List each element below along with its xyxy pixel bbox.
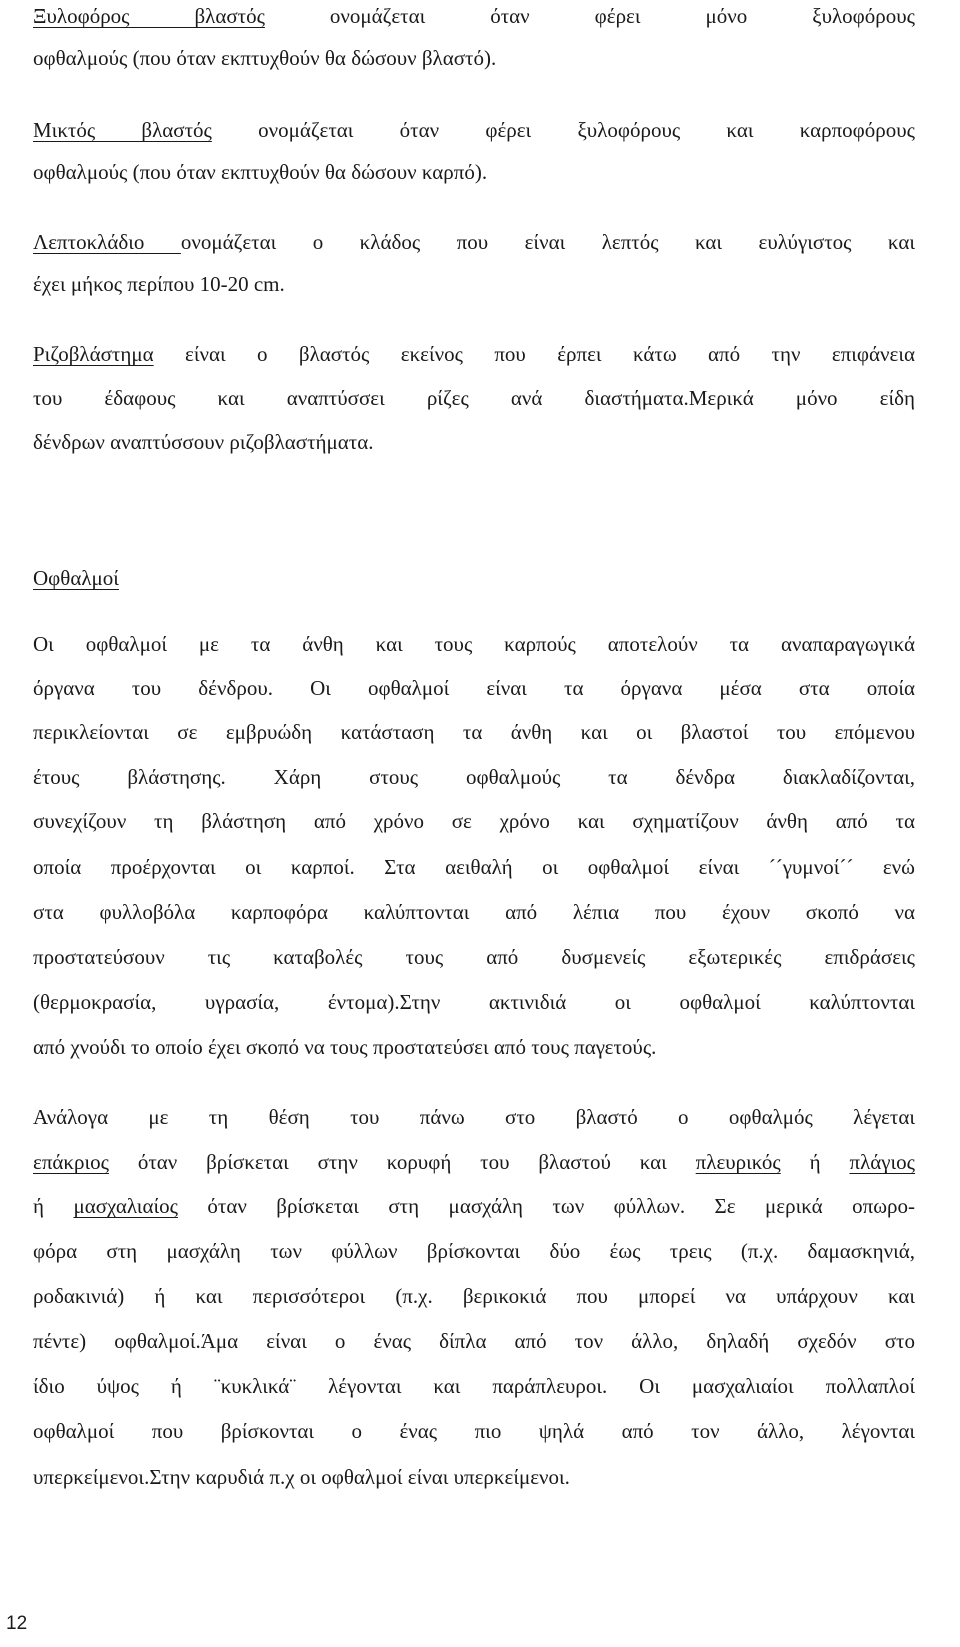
section-heading: Οφθαλμοί bbox=[33, 566, 119, 590]
p5-line: οποία προέρχονται οι καρποί. Στα αειθαλή οι οφθαλμοί είναι ´´γυμνοί´´ ενώ bbox=[33, 855, 915, 879]
p6-line3: ή μασχαλιαίος όταν βρίσκεται στη μασχάλη των φύλλων. Σε μερικά οπωρο- bbox=[33, 1194, 915, 1218]
p6-line: φόρα στη μασχάλη των φύλλων βρίσκονται δύο έως τρεις (π.χ. δαμασκηνιά, bbox=[33, 1239, 915, 1263]
term-rizoblastima: Ριζοβλάστημα bbox=[33, 342, 154, 366]
p5-line: όργανα του δένδρου. Οι οφθαλμοί είναι τα όργανα μέσα στα οποία bbox=[33, 676, 915, 700]
p1-line1: Ξυλοφόρος βλαστός ονομάζεται όταν φέρει μόνο ξυλοφόρους bbox=[33, 4, 915, 28]
p6-last-line: υπερκείμενοι.Στην καρυδιά π.χ οι οφθαλμοί είναι υπερκείμενοι. bbox=[33, 1465, 570, 1489]
p6-line: οφθαλμοί που βρίσκονται ο ένας πιο ψηλά από τον άλλο, λέγονται bbox=[33, 1419, 915, 1443]
p4-line2: του έδαφους και αναπτύσσει ρίζες ανά διαστήματα.Μερικά μόνο είδη bbox=[33, 386, 915, 410]
p5-line: περικλείονται σε εμβρυώδη κατάσταση τα άνθη και οι βλαστοί του επόμενου bbox=[33, 720, 915, 744]
p5-line: από χνούδι το οποίο έχει σκοπό να τους προστατεύσει από τους παγετούς. bbox=[33, 1035, 657, 1059]
term-plagios: πλάγιος bbox=[849, 1150, 916, 1174]
term-epakrios: επάκριος bbox=[33, 1150, 109, 1174]
p3-line1: Λεπτοκλάδιο ονομάζεται ο κλάδος που είναι λεπτός και ευλύγιστος και bbox=[33, 230, 915, 254]
p3-line2: έχει μήκος περίπου 10-20 cm. bbox=[33, 272, 285, 296]
term-masxaliaios: μασχαλιαίος bbox=[73, 1194, 178, 1218]
p5-line: στα φυλλοβόλα καρποφόρα καλύπτονται από λέπια που έχουν σκοπό να bbox=[33, 900, 915, 924]
p1-line2: οφθαλμούς (που όταν εκπτυχθούν θα δώσουν βλαστό). bbox=[33, 46, 497, 70]
p6-line: πέντε) οφθαλμοί.Άμα είναι ο ένας δίπλα από τον άλλο, δηλαδή σχεδόν στο bbox=[33, 1329, 915, 1353]
p2-line2: οφθαλμούς (που όταν εκπτυχθούν θα δώσουν καρπό). bbox=[33, 160, 488, 184]
p2-line1: Μικτός βλαστός ονομάζεται όταν φέρει ξυλοφόρους και καρποφόρους bbox=[33, 118, 915, 142]
page-number: 12 bbox=[6, 1613, 28, 1634]
term-leptokladio: Λεπτοκλάδιο bbox=[33, 230, 181, 254]
p6-line2: επάκριος όταν βρίσκεται στην κορυφή του βλαστού και πλευρικός ή πλάγιος bbox=[33, 1150, 916, 1174]
p5-line: προστατεύσουν τις καταβολές τους από δυσμενείς εξωτερικές επιδράσεις bbox=[33, 945, 915, 969]
p5-line: έτους βλάστησης. Χάρη στους οφθαλμούς τα δένδρα διακλαδίζονται, bbox=[33, 765, 915, 789]
p6-line1: Ανάλογα με τη θέση του πάνω στο βλαστό ο οφθαλμός λέγεται bbox=[33, 1105, 915, 1129]
p5-line: Οι οφθαλμοί με τα άνθη και τους καρπούς αποτελούν τα αναπαραγωγικά bbox=[33, 632, 915, 656]
p5-line: συνεχίζουν τη βλάστηση από χρόνο σε χρόνο και σχηματίζουν άνθη από τα bbox=[33, 809, 915, 833]
p5-line: (θερμοκρασία, υγρασία, έντομα).Στην ακτινιδιά οι οφθαλμοί καλύπτονται bbox=[33, 990, 915, 1014]
p6-line: ίδιο ύψος ή ¨κυκλικά¨ λέγονται και παράπλευροι. Οι μασχαλιαίοι πολλαπλοί bbox=[33, 1374, 915, 1398]
term-xylophoros: Ξυλοφόρος βλαστός bbox=[33, 4, 265, 28]
p6-line: ροδακινιά) ή και περισσότεροι (π.χ. βερικοκιά που μπορεί να υπάρχουν και bbox=[33, 1284, 915, 1308]
p4-line1: Ριζοβλάστημα είναι ο βλαστός εκείνος που έρπει κάτω από την επιφάνεια bbox=[33, 342, 915, 366]
p4-line3: δένδρων αναπτύσσουν ριζοβλαστήματα. bbox=[33, 430, 374, 454]
term-pleurikos: πλευρικός bbox=[695, 1150, 781, 1174]
term-miktos: Μικτός βλαστός bbox=[33, 118, 212, 142]
